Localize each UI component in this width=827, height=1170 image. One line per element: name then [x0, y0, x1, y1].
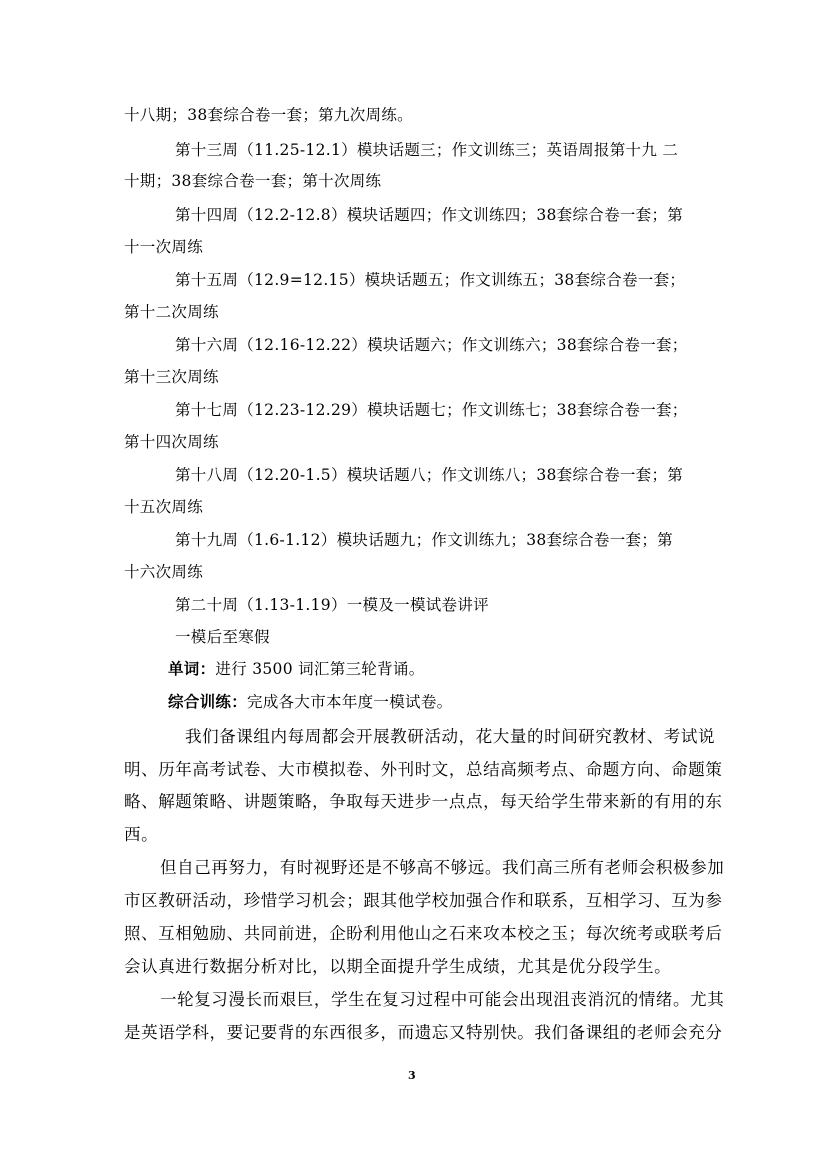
schedule-line: 第十三次周练 [124, 368, 219, 386]
schedule-line: 十期；38套综合卷一套；第十次周练 [124, 172, 382, 190]
schedule-line: 第十八周（12.20-1.5）模块话题八；作文训练八；38套综合卷一套；第 [175, 466, 684, 484]
schedule-line: 十八期；38套综合卷一套；第九次周练。 [124, 106, 413, 124]
paragraph-line: 我们备课组内每周都会开展教研活动，花大量的时间研究教材、考试说 [185, 727, 716, 746]
schedule-line: 一模后至寒假 [175, 628, 270, 646]
schedule-line: 第十九周（1.6-1.12）模块话题九；作文训练九；38套综合卷一套；第 [175, 531, 673, 549]
page-number: 3 [408, 1069, 416, 1082]
training-text: 完成各大市本年度一模试卷。 [247, 693, 453, 711]
paragraph-line: 明、历年高考试卷、大市模拟卷、外刊时文，总结高频考点、命题方向、命题策 [124, 760, 723, 779]
schedule-line: 第十五周（12.9=12.15）模块话题五；作文训练五；38套综合卷一套； [175, 271, 686, 289]
vocab-line [168, 659, 748, 679]
vocab-label: 单词： [168, 659, 216, 678]
schedule-line: 第十四次周练 [124, 433, 219, 451]
paragraph-line: 西。 [124, 825, 159, 844]
paragraph-line: 一轮复习漫长而艰巨，学生在复习过程中可能会出现沮丧消沉的情绪。尤其 [160, 990, 725, 1009]
schedule-line: 第十四周（12.2-12.8）模块话题四；作文训练四；38套综合卷一套；第 [175, 206, 684, 224]
training-line [168, 692, 748, 712]
paragraph-line: 但自己再努力，有时视野还是不够高不够远。我们高三所有老师会积极参加 [160, 858, 725, 877]
schedule-line: 十五次周练 [124, 498, 204, 516]
schedule-line: 十一次周练 [124, 238, 204, 256]
vocab-text: 进行 3500 词汇第三轮背诵。 [215, 660, 425, 678]
paragraph-line: 略、解题策略、讲题策略，争取每天进步一点点，每天给学生带来新的有用的东 [124, 792, 723, 811]
paragraph-line: 照、互相勉励、共同前进，企盼利用他山之石来攻本校之玉；每次统考或联考后 [124, 924, 723, 943]
paragraph-line: 是英语学科，要记要背的东西很多，而遗忘又特别快。我们备课组的老师会充分 [124, 1023, 723, 1042]
schedule-line: 第十七周（12.23-12.29）模块话题七；作文训练七；38套综合卷一套； [175, 401, 688, 419]
schedule-line: 第二十周（1.13-1.19）一模及一模试卷讲评 [175, 596, 489, 614]
paragraph-line: 会认真进行数据分析对比，以期全面提升学生成绩，尤其是优分段学生。 [124, 957, 672, 976]
schedule-line: 第十六周（12.16-12.22）模块话题六；作文训练六；38套综合卷一套； [175, 336, 688, 354]
schedule-line: 第十三周（11.25-12.1）模块话题三；作文训练三；英语周报第十九 二 [175, 141, 679, 159]
schedule-line: 十六次周练 [124, 563, 204, 581]
training-label: 综合训练： [168, 692, 248, 711]
schedule-line: 第十二次周练 [124, 303, 219, 321]
paragraph-line: 市区教研活动，珍惜学习机会；跟其他学校加强合作和联系，互相学习、互为参 [124, 891, 723, 910]
